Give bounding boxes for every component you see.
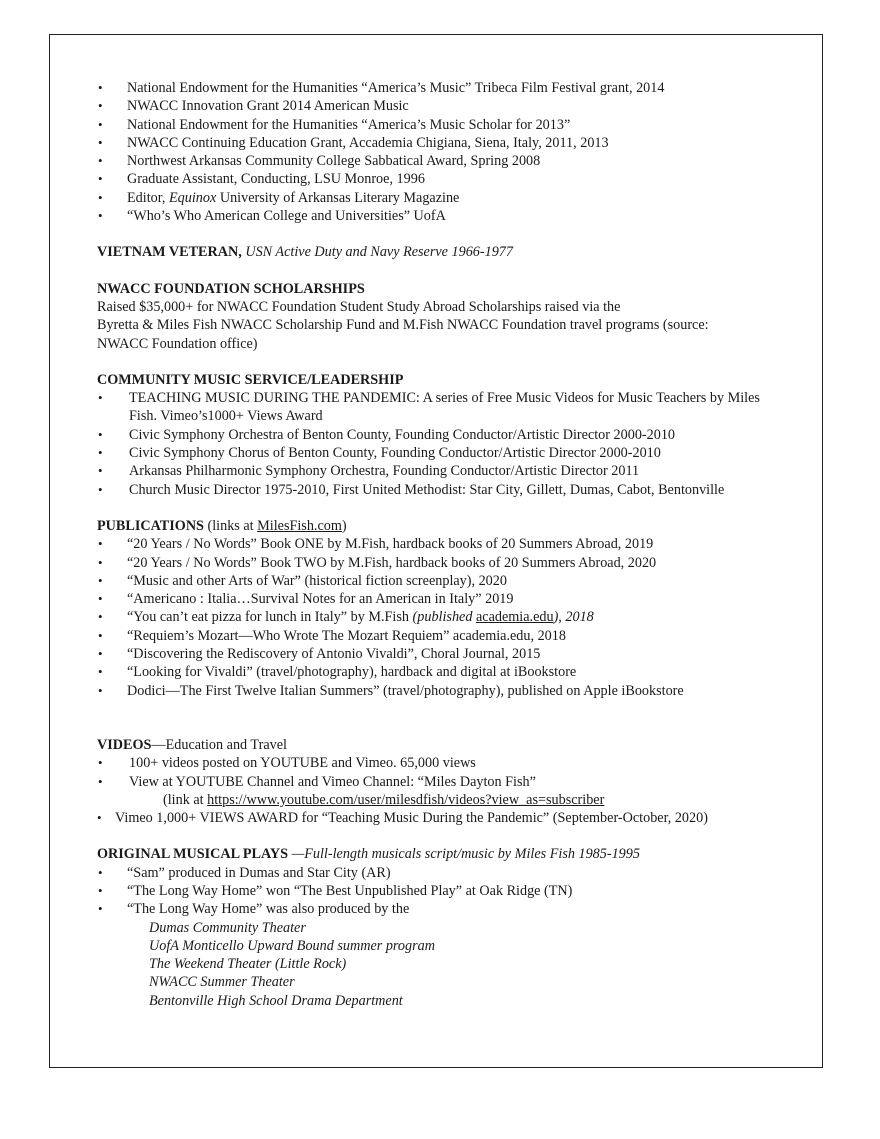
production-item: NWACC Summer Theater — [149, 974, 295, 991]
publications-section — [97, 517, 807, 700]
publications-heading-row — [97, 517, 807, 535]
youtube-link[interactable]: https://www.youtube.com/user/milesdfish/videos?view_as=subscriber — [207, 791, 605, 808]
editor-pre: Editor, — [127, 189, 169, 206]
list-item: • Civic Symphony Orchestra of Benton County, Founding Conductor/Artistic Director 2000-2010 — [97, 426, 807, 444]
academia-link[interactable]: academia.edu — [475, 609, 554, 626]
foundation-section — [97, 280, 807, 353]
list-item: • “20 Years / No Words” Book ONE by M.Fish, hardback books of 20 Summers Abroad, 2019 — [97, 535, 807, 553]
awards-list — [97, 79, 807, 225]
publications-heading: PUBLICATIONS — [97, 517, 204, 534]
videos-subtitle: —Education and Travel — [151, 736, 287, 753]
youtube-link-row — [97, 791, 807, 809]
production-item: The Weekend Theater (Little Rock) — [149, 956, 347, 973]
list-item: • “The Long Way Home” was also produced by the — [97, 900, 807, 918]
foundation-line: Byretta & Miles Fish NWACC Scholarship Fund and M.Fish NWACC Foundation travel programs (source: — [97, 317, 709, 334]
foundation-line: NWACC Foundation office) — [97, 335, 258, 352]
production-item: Dumas Community Theater — [149, 919, 306, 936]
list-item: • NWACC Innovation Grant 2014 American Music — [97, 97, 807, 115]
list-item: • “Americano : Italia…Survival Notes for an American in Italy” 2019 — [97, 590, 807, 608]
list-item: • Graduate Assistant, Conducting, LSU Monroe, 1996 — [97, 170, 807, 188]
links-pre: (links at — [203, 517, 258, 534]
pizza-pre: “You can’t eat pizza for lunch in Italy” by M.Fish — [127, 609, 413, 626]
videos-award-list — [97, 809, 807, 827]
list-item: • “20 Years / No Words” Book TWO by M.Fish, hardback books of 20 Summers Abroad, 2020 — [97, 554, 807, 572]
veteran-section — [97, 243, 807, 261]
plays-heading-row — [97, 845, 807, 863]
publications-list — [97, 535, 807, 700]
community-list — [97, 389, 807, 499]
equinox-title: Equinox — [169, 189, 217, 206]
youtube-link-pre: (link at — [163, 791, 208, 808]
milesfish-link[interactable]: MilesFish.com — [257, 517, 342, 534]
list-item: • Arkansas Philharmonic Symphony Orchestra, Founding Conductor/Artistic Director 2011 — [97, 462, 807, 480]
plays-heading: ORIGINAL MUSICAL PLAYS — [97, 846, 289, 863]
pizza-published: (published — [412, 609, 476, 626]
resume-content — [97, 79, 807, 1010]
community-section — [97, 371, 807, 499]
plays-list — [97, 864, 807, 919]
list-item: • Vimeo 1,000+ VIEWS AWARD for “Teaching Music During the Pandemic” (September-October, 2020) — [97, 809, 807, 827]
list-item: • Church Music Director 1975-2010, First United Methodist: Star City, Gillett, Dumas, Cabot, Bentonville — [97, 481, 807, 499]
foundation-line: Raised $35,000+ for NWACC Foundation Student Study Abroad Scholarships raised via the — [97, 298, 621, 315]
production-item: Bentonville High School Drama Department — [149, 992, 403, 1009]
veteran-detail: USN Active Duty and Navy Reserve 1966-1977 — [245, 244, 513, 261]
list-item: • “Discovering the Rediscovery of Antonio Vivaldi”, Choral Journal, 2015 — [97, 645, 807, 663]
plays-subtitle: —Full-length musicals script/music by Miles Fish 1985-1995 — [288, 846, 640, 863]
list-item: • Northwest Arkansas Community College Sabbatical Award, Spring 2008 — [97, 152, 807, 170]
list-item: • National Endowment for the Humanities “America’s Music Scholar for 2013” — [97, 116, 807, 134]
videos-list — [97, 754, 807, 791]
list-item: • “The Long Way Home” won “The Best Unpublished Play” at Oak Ridge (TN) — [97, 882, 807, 900]
list-item: • “Sam” produced in Dumas and Star City (AR) — [97, 864, 807, 882]
list-item: • Civic Symphony Chorus of Benton County, Founding Conductor/Artistic Director 2000-2010 — [97, 444, 807, 462]
list-item: • “Looking for Vivaldi” (travel/photography), hardback and digital at iBookstore — [97, 663, 807, 681]
plays-section — [97, 845, 807, 1010]
links-post: ) — [341, 517, 347, 534]
list-item: • “Requiem’s Mozart—Who Wrote The Mozart Requiem” academia.edu, 2018 — [97, 627, 807, 645]
list-item: • “Who’s Who American College and Universities” UofA — [97, 207, 807, 225]
editor-post: University of Arkansas Literary Magazine — [216, 189, 460, 206]
videos-section — [97, 736, 807, 827]
resume-page — [49, 34, 823, 1068]
list-item: • TEACHING MUSIC DURING THE PANDEMIC: A series of Free Music Videos for Music Teachers by Miles Fish. Vimeo’s1000+ Views Award — [97, 389, 807, 426]
list-item: • View at YOUTUBE Channel and Vimeo Channel: “Miles Dayton Fish” — [97, 773, 807, 791]
list-item — [97, 608, 807, 626]
list-item: • 100+ videos posted on YOUTUBE and Vimeo. 65,000 views — [97, 754, 807, 772]
community-heading: COMMUNITY MUSIC SERVICE/LEADERSHIP — [97, 371, 404, 388]
foundation-heading: NWACC FOUNDATION SCHOLARSHIPS — [97, 280, 365, 297]
production-item: UofA Monticello Upward Bound summer program — [149, 937, 435, 954]
veteran-heading: VIETNAM VETERAN, — [97, 244, 242, 261]
pizza-italic — [413, 609, 594, 625]
list-item: • “Music and other Arts of War” (historical fiction screenplay), 2020 — [97, 572, 807, 590]
pizza-post: ), 2018 — [553, 609, 594, 626]
videos-heading-row — [97, 736, 807, 754]
list-item: • Dodici—The First Twelve Italian Summers” (travel/photography), published on Apple iBookstore — [97, 682, 807, 700]
videos-heading: VIDEOS — [97, 736, 152, 753]
list-item: • National Endowment for the Humanities “America’s Music” Tribeca Film Festival grant, 2014 — [97, 79, 807, 97]
list-item: • NWACC Continuing Education Grant, Accademia Chigiana, Siena, Italy, 2011, 2013 — [97, 134, 807, 152]
list-item — [97, 189, 807, 207]
